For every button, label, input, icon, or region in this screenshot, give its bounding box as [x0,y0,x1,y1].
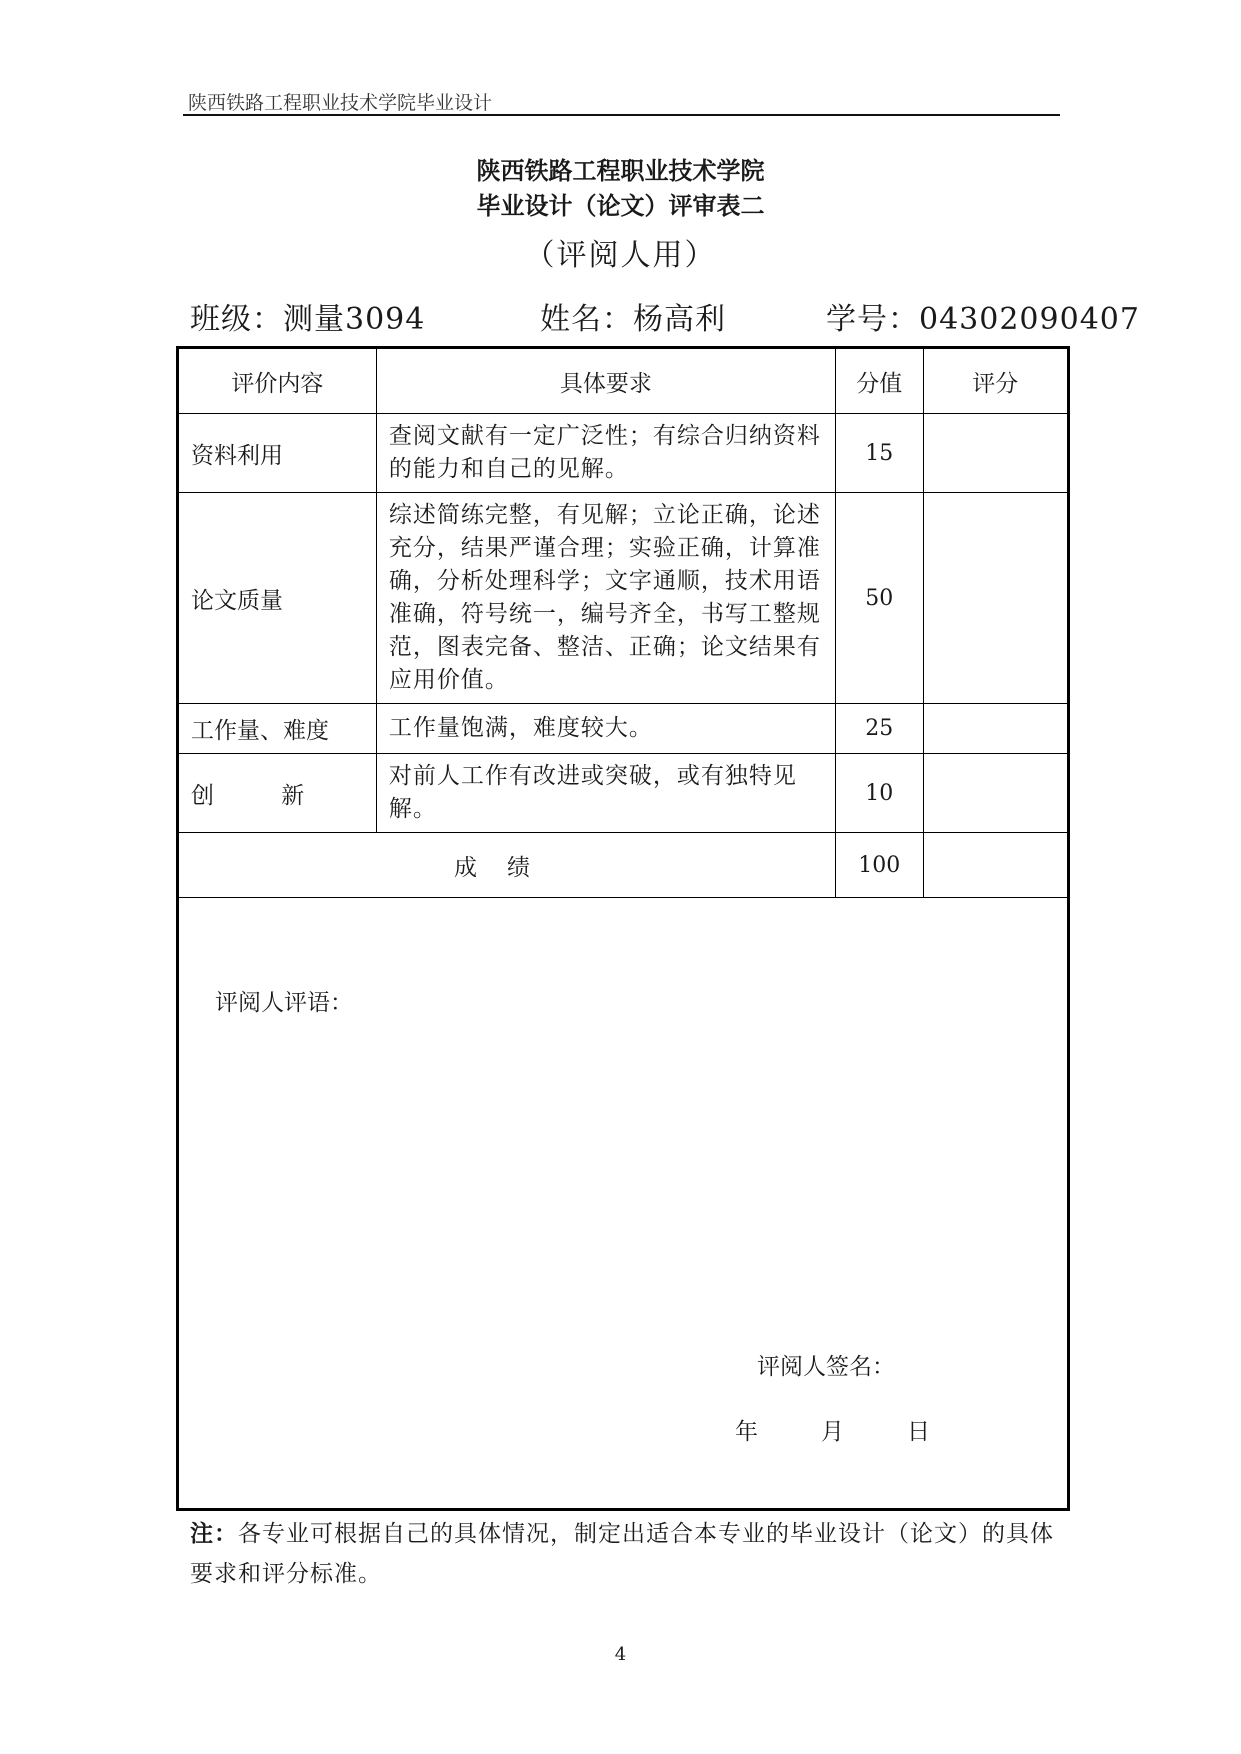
row-score: 50 [835,493,923,704]
row-item: 论文质量 [178,493,377,704]
form-subtitle: （评阅人用） [524,238,717,273]
row-requirement: 综述简练完整，有见解；立论正确，论述充分，结果严谨合理；实验正确，计算准确，分析处理科学；文字通顺，技术用语准确，符号统一，编号齐全，书写工整规范，图表完备、整洁、正确；论文结果有应用价值。 [376,493,835,704]
row-item: 资料利用 [178,414,377,493]
date-year: 年 [735,1419,758,1445]
header-score: 分值 [835,348,923,414]
row-grade-cell[interactable] [923,414,1069,493]
row-score: 25 [835,704,923,754]
review-table [176,346,1070,1511]
table-row [178,704,1069,754]
row-score: 10 [835,754,923,833]
row-grade-cell[interactable] [923,493,1069,704]
row-score: 15 [835,414,923,493]
form-title: 毕业设计（论文）评审表二 [476,192,765,220]
comments-row [178,898,1069,1510]
class-label: 班级： [190,302,283,337]
date-day: 日 [907,1419,930,1445]
comments-area[interactable] [178,898,1069,1510]
page-header: 陕西铁路工程职业技术学院毕业设计 [188,92,493,114]
signature-label: 评阅人签名： [757,1354,895,1380]
school-title: 陕西铁路工程职业技术学院 [476,157,765,185]
header-requirement: 具体要求 [376,348,835,414]
id-value: 04302090407 [919,302,1140,337]
id-info [826,294,1140,338]
id-label: 学号： [826,302,919,337]
row-requirement: 查阅文献有一定广泛性；有综合归纳资料的能力和自己的见解。 [376,414,835,493]
name-info [540,294,726,338]
note-text: 各专业可根据自己的具体情况，制定出适合本专业的毕业设计（论文）的具体要求和评分标准。 [190,1521,1054,1587]
name-label: 姓名： [540,302,633,337]
total-label: 成绩 [178,833,836,898]
row-item: 工作量、难度 [178,704,377,754]
table-row [178,414,1069,493]
row-grade-cell[interactable] [923,754,1069,833]
row-item: 创 新 [178,754,377,833]
note-label: 注： [190,1520,238,1547]
footnote [190,1514,1060,1594]
class-info [190,294,425,338]
row-grade-cell[interactable] [923,704,1069,754]
date-month: 月 [821,1419,844,1445]
total-score: 100 [835,833,923,898]
header-item: 评价内容 [178,348,377,414]
table-row [178,493,1069,704]
total-row [178,833,1069,898]
table-row [178,754,1069,833]
header-divider [183,114,1060,116]
header-grade: 评分 [923,348,1069,414]
row-requirement: 工作量饱满，难度较大。 [376,704,835,754]
total-grade-cell[interactable] [923,833,1069,898]
comment-label: 评阅人评语： [215,990,353,1016]
table-header-row [178,348,1069,414]
class-value: 测量3094 [283,302,426,337]
name-value: 杨高利 [633,302,726,337]
page-number: 4 [614,1644,627,1665]
row-requirement: 对前人工作有改进或突破，或有独特见解。 [376,754,835,833]
